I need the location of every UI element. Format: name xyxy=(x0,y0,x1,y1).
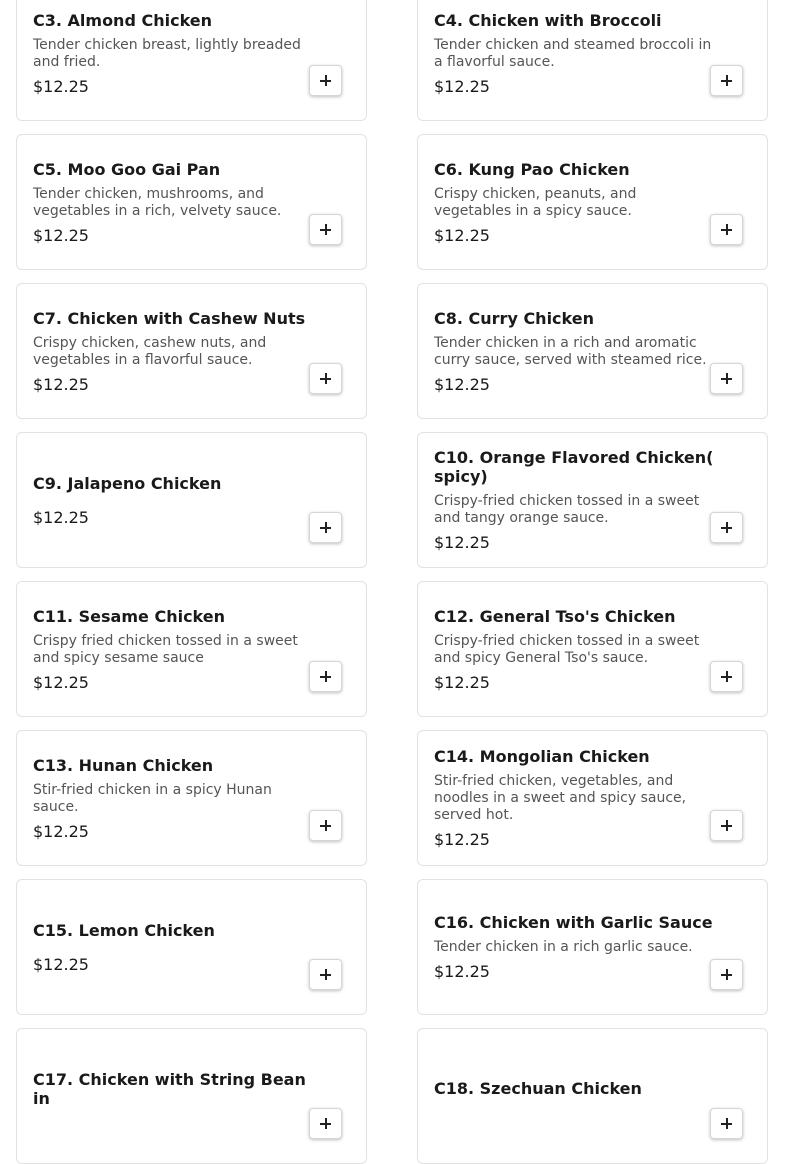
menu-item-card[interactable] xyxy=(417,730,768,866)
add-to-cart-button[interactable] xyxy=(710,661,743,692)
menu-item-body xyxy=(434,880,715,1014)
menu-item-price: $12.25 xyxy=(33,225,89,245)
menu-item-description: Crispy chicken, peanuts, and vegetables in a spicy sauce. xyxy=(434,185,637,219)
add-to-cart-button[interactable] xyxy=(309,363,342,394)
menu-item-price: $12.25 xyxy=(434,76,490,96)
plus-icon xyxy=(320,969,331,980)
menu-item-body xyxy=(33,731,314,865)
menu-item-description: Crispy fried chicken tossed in a sweet and spicy sesame sauce xyxy=(33,632,298,666)
menu-item-body xyxy=(33,582,314,716)
menu-item-body xyxy=(434,0,715,120)
menu-item-card[interactable] xyxy=(16,730,367,866)
plus-icon xyxy=(320,671,331,682)
menu-item-name: C3. Almond Chicken xyxy=(33,10,213,30)
menu-item-card[interactable] xyxy=(16,0,367,121)
menu-item-description: Crispy chicken, cashew nuts, and vegetables in a flavorful sauce. xyxy=(33,334,267,368)
menu-item-name: C16. Chicken with Garlic Sauce xyxy=(434,913,713,932)
menu-item-body xyxy=(434,433,715,567)
add-to-cart-button[interactable] xyxy=(309,661,342,692)
plus-icon xyxy=(721,522,732,533)
menu-item-price: $12.25 xyxy=(33,954,89,974)
plus-icon xyxy=(320,224,331,235)
plus-icon xyxy=(721,373,732,384)
add-to-cart-button[interactable] xyxy=(710,810,743,841)
add-to-cart-button[interactable] xyxy=(309,65,342,96)
menu-item-price: $12.25 xyxy=(434,830,490,849)
menu-item-name: C6. Kung Pao Chicken xyxy=(434,159,630,179)
menu-item-card[interactable] xyxy=(16,581,367,717)
plus-icon xyxy=(721,820,732,831)
menu-item-description: Tender chicken in a rich garlic sauce. xyxy=(434,939,693,955)
menu-item-card[interactable] xyxy=(417,432,768,568)
menu-item-body xyxy=(434,135,715,269)
menu-item-name: C15. Lemon Chicken xyxy=(33,920,215,940)
menu-item-name: C5. Moo Goo Gai Pan xyxy=(33,159,221,179)
menu-item-name: C18. Szechuan Chicken xyxy=(434,1079,642,1098)
plus-icon xyxy=(721,224,732,235)
menu-item-price: $12.25 xyxy=(33,374,89,394)
menu-item-card[interactable] xyxy=(417,134,768,270)
menu-item-body xyxy=(434,1029,715,1163)
menu-item-description: Crispy-fried chicken tossed in a sweet and spicy General Tso's sauce. xyxy=(434,632,700,666)
menu-item-card[interactable] xyxy=(417,0,768,121)
menu-item-price: $12.25 xyxy=(33,507,89,527)
menu-item-body xyxy=(33,880,314,1014)
menu-item-name: C9. Jalapeno Chicken xyxy=(33,473,222,493)
plus-icon xyxy=(721,1118,732,1129)
add-to-cart-button[interactable] xyxy=(710,512,743,543)
menu-item-name: C13. Hunan Chicken xyxy=(33,755,214,775)
menu-item-card[interactable] xyxy=(16,1028,367,1164)
menu-item-name: C14. Mongolian Chicken xyxy=(434,747,650,766)
menu-item-body xyxy=(33,433,314,567)
menu-item-body xyxy=(434,731,715,865)
plus-icon xyxy=(721,75,732,86)
menu-item-price: $12.25 xyxy=(434,672,490,692)
add-to-cart-button[interactable] xyxy=(309,959,342,990)
add-to-cart-button[interactable] xyxy=(309,810,342,841)
menu-item-card[interactable] xyxy=(16,283,367,419)
menu-item-price: $12.25 xyxy=(434,374,490,394)
menu-item-price: $12.25 xyxy=(434,533,490,552)
menu-item-name: C10. Orange Flavored Chicken( spicy) xyxy=(434,448,714,486)
menu-item-description: Tender chicken breast, lightly breaded and fried. xyxy=(33,36,301,70)
add-to-cart-button[interactable] xyxy=(710,363,743,394)
add-to-cart-button[interactable] xyxy=(309,1108,342,1139)
add-to-cart-button[interactable] xyxy=(710,959,743,990)
menu-item-body xyxy=(434,284,715,418)
add-to-cart-button[interactable] xyxy=(710,65,743,96)
add-to-cart-button[interactable] xyxy=(710,1108,743,1139)
menu-item-description: Stir-fried chicken in a spicy Hunan sauce. xyxy=(33,781,272,815)
menu-item-name: C7. Chicken with Cashew Nuts xyxy=(33,308,306,328)
menu-item-description: Crispy-fried chicken tossed in a sweet and tangy orange sauce. xyxy=(434,493,700,526)
plus-icon xyxy=(721,969,732,980)
menu-item-card[interactable] xyxy=(16,432,367,568)
menu-item-name: C4. Chicken with Broccoli xyxy=(434,10,662,30)
add-to-cart-button[interactable] xyxy=(710,214,743,245)
add-to-cart-button[interactable] xyxy=(309,512,342,543)
menu-item-name: C12. General Tso's Chicken xyxy=(434,606,676,626)
menu-item-body xyxy=(33,1029,314,1163)
menu-item-body xyxy=(33,0,314,120)
menu-item-card[interactable] xyxy=(417,581,768,717)
menu-item-name: C8. Curry Chicken xyxy=(434,308,594,328)
menu-item-card[interactable] xyxy=(417,1028,768,1164)
menu-item-card[interactable] xyxy=(417,283,768,419)
menu-item-description: Tender chicken in a rich and aromatic curry sauce, served with steamed rice. xyxy=(434,334,707,368)
plus-icon xyxy=(320,820,331,831)
plus-icon xyxy=(320,522,331,533)
menu-item-body xyxy=(33,135,314,269)
menu-item-description: Tender chicken and steamed broccoli in a flavorful sauce. xyxy=(434,36,712,70)
menu-item-body xyxy=(33,284,314,418)
menu-item-price: $12.25 xyxy=(434,225,490,245)
menu-item-description: Tender chicken, mushrooms, and vegetables in a rich, velvety sauce. xyxy=(33,185,282,219)
menu-item-name: C17. Chicken with String Bean in xyxy=(33,1069,306,1108)
menu-item-price: $12.25 xyxy=(33,76,89,96)
menu-item-price: $12.25 xyxy=(434,962,490,981)
menu-item-body xyxy=(434,582,715,716)
menu-item-description: Stir-fried chicken, vegetables, and noodles in a sweet and spicy sauce, served hot. xyxy=(434,773,687,823)
menu-item-card[interactable] xyxy=(417,879,768,1015)
plus-icon xyxy=(721,671,732,682)
plus-icon xyxy=(320,1118,331,1129)
menu-item-price: $12.25 xyxy=(33,821,89,841)
plus-icon xyxy=(320,373,331,384)
menu-item-card[interactable] xyxy=(16,134,367,270)
add-to-cart-button[interactable] xyxy=(309,214,342,245)
menu-item-name: C11. Sesame Chicken xyxy=(33,606,225,626)
menu-item-card[interactable] xyxy=(16,879,367,1015)
menu-item-price: $12.25 xyxy=(33,672,89,692)
plus-icon xyxy=(320,75,331,86)
